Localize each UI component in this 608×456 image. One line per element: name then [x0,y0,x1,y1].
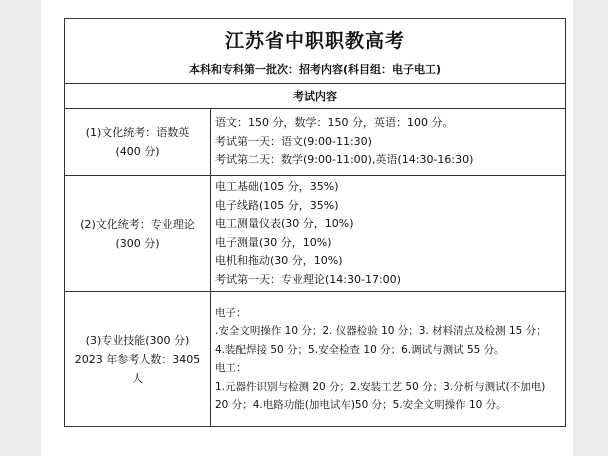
document-page [41,0,573,456]
detail-line: 4.装配焊接 50 分；5.安全检查 10 分；6.调试与测试 55 分。 [215,343,505,356]
document-title: 江苏省中职职教高考 [224,29,405,52]
category-name: (3)专业技能(300 分) [85,333,190,347]
category-count: 2023 年参考人数：3405 [74,352,201,366]
detail-line: 电工基础(105 分，35%) [215,180,339,193]
detail-line: .安全文明操作 10 分；2. 仪器检验 10 分；3. 材料清点及检测 15 分； [215,325,547,337]
detail-cell [211,176,566,292]
title-row [65,19,566,84]
section-header: 考试内容 [65,84,566,109]
detail-line: 电子测量(30 分，10%) [215,235,332,249]
detail-line: 考试第一天：专业理论(14:30-17:00) [215,272,401,286]
detail-cell [211,109,566,176]
category-score: (400 分) [115,145,160,158]
detail-line: 电工： [215,362,247,374]
category-name: (1)文化统考：语数英 [85,126,190,139]
table-row [65,176,566,292]
section-header-row [65,84,566,109]
category-name: (2)文化统考：专业理论 [80,217,195,231]
table-row [65,292,566,427]
detail-line: 电子线路(105 分，35%) [215,198,339,212]
detail-line: 电子： [215,306,247,319]
document-subtitle: 本科和专科第一批次：招考内容(科目组：电子电工) [188,62,442,76]
category-cell [65,109,211,176]
detail-cell [211,292,566,427]
detail-line: 考试第一天：语文(9:00-11:30) [215,134,372,148]
detail-line: 20 分；4.电路功能(加电试车)50 分；5.安全文明操作 10 分。 [215,399,507,411]
detail-line: 语文：150 分，数学：150 分，英语：100 分。 [215,116,454,130]
detail-line: 电机和拖动(30 分，10%) [215,254,343,267]
detail-line: 电工测量仪表(30 分，10%) [215,217,354,230]
detail-line: 1.元器件识别与检测 20 分；2.安装工艺 50 分；3.分析与测试(不加电) [215,380,546,393]
detail-line: 考试第二天：数学(9:00-11:00),英语(14:30-16:30) [215,153,474,167]
category-count-unit: 人 [132,371,143,385]
category-cell [65,176,211,292]
category-score: (300 分) [115,236,160,250]
category-cell [65,292,211,427]
table-row [65,109,566,176]
exam-content-table [64,18,566,427]
